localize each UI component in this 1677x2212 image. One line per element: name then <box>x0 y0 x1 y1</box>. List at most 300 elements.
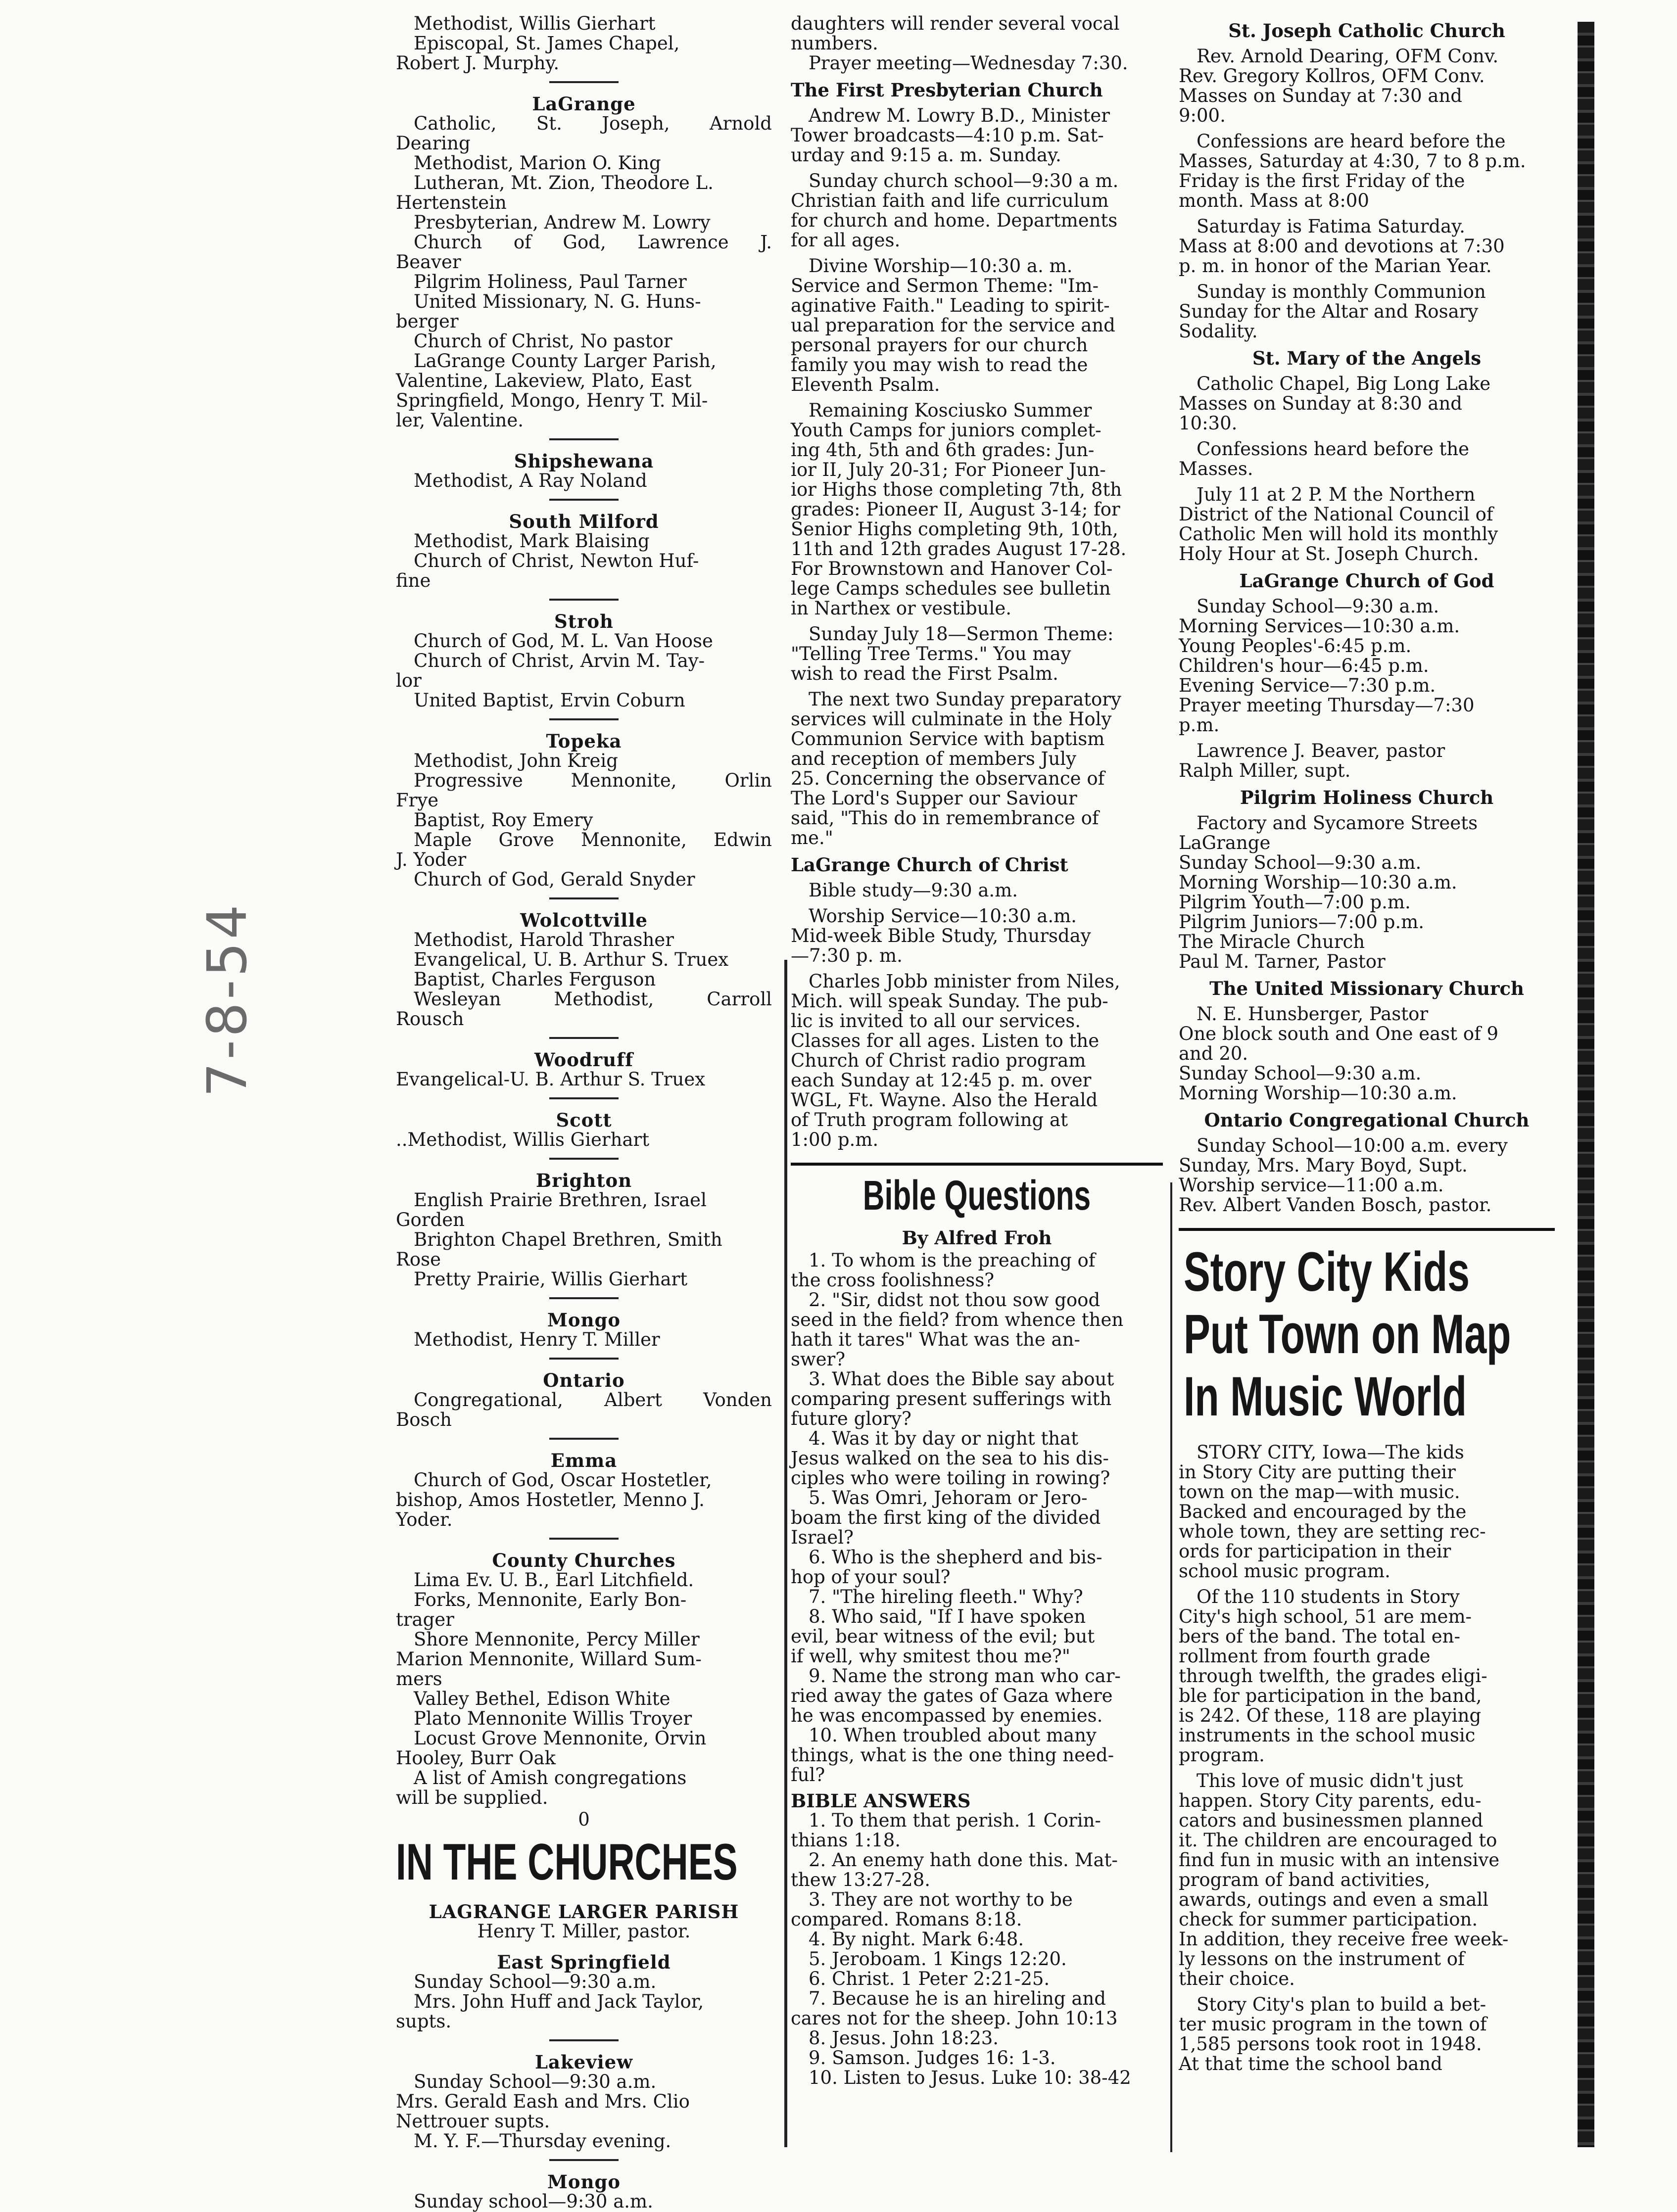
notice-line: personal prayers for our church <box>791 334 1088 356</box>
bible-answer <box>791 2068 1163 2088</box>
entry-line: Plato Mennonite Willis Troyer <box>414 1708 692 1729</box>
bible-question-line: 2. "Sir, didst not thou sow good <box>809 1289 1101 1311</box>
notice-line: p.m. <box>1179 714 1220 736</box>
entry-line: lor <box>396 670 422 691</box>
entry-line: Evangelical-U. B. Arthur S. Truex <box>396 1069 706 1090</box>
notice-line: Confessions are heard before the <box>1197 131 1506 152</box>
notice-line: Mich. will speak Sunday. The pub- <box>791 990 1108 1012</box>
separator-mark: 0 <box>578 1809 590 1830</box>
notice-line: Senior Highs completing 9th, 10th, <box>791 518 1118 540</box>
bible-answer <box>791 1949 1163 1969</box>
entry-line: Rousch <box>396 1008 464 1030</box>
notice-line: The Miracle Church <box>1179 931 1365 952</box>
notice-line: month. Mass at 8:00 <box>1179 190 1369 211</box>
notice-line: Bible study—9:30 a.m. <box>809 880 1018 901</box>
town-heading: County Churches <box>492 1550 676 1571</box>
notice-line: ior Highs those completing 7th, 8th <box>791 479 1122 500</box>
story-line: rollment from fourth grade <box>1179 1646 1431 1667</box>
column-divider-right <box>1170 1182 1172 2152</box>
entry-line: Nettrouer supts. <box>396 2111 550 2132</box>
parish-section-heading: Mongo <box>547 2171 621 2193</box>
notice-line: Communion Service with baptism <box>791 728 1105 750</box>
bible-question-line: 3. What does the Bible say about <box>809 1368 1114 1390</box>
entry-line: LaGrange County Larger Parish, <box>414 350 717 372</box>
bible-question-line: 8. Who said, "If I have spoken <box>809 1606 1086 1627</box>
bible-question-line: Israel? <box>791 1527 854 1548</box>
notice-line: Ralph Miller, supt. <box>1179 760 1351 781</box>
headline-line: Put Town on Map <box>1184 1303 1511 1365</box>
notice-line: services will culminate in the Holy <box>791 708 1112 730</box>
town-rule <box>549 599 619 601</box>
entry-line: United Missionary, N. G. Huns- <box>414 291 701 312</box>
bible-answer <box>791 1811 1163 1850</box>
notice-line: Pilgrim Youth—7:00 p.m. <box>1179 892 1411 913</box>
notice-line: Morning Worship—10:30 a.m. <box>1179 1082 1457 1104</box>
bible-question <box>791 1429 1163 1488</box>
entry-line: supts. <box>396 2011 452 2032</box>
entry-line: Mrs. John Huff and Jack Taylor, <box>414 1991 704 2012</box>
parish-section-heading: East Springfield <box>497 1951 671 1973</box>
bible-byline: By Alfred Froh <box>902 1227 1052 1249</box>
entry-line: Beaver <box>396 251 461 273</box>
headline-line: In Music World <box>1184 1365 1467 1427</box>
story-rule <box>1179 1228 1555 1231</box>
notice-line: family you may wish to read the <box>791 354 1088 376</box>
notice-line: District of the National Council of <box>1179 504 1493 525</box>
story-line: ter music program in the town of <box>1179 2014 1487 2035</box>
bible-question-line: boam the first king of the divided <box>791 1507 1101 1528</box>
notice-line: Church of Christ radio program <box>791 1050 1086 1071</box>
bible-question-line: ful? <box>791 1764 825 1786</box>
entry-line: Church of God, Lawrence J. <box>414 232 772 253</box>
notice-line: Sunday School—10:00 a.m. every <box>1197 1135 1508 1156</box>
town-heading: Shipshewana <box>514 450 654 472</box>
entry-line: Dearing <box>396 133 471 154</box>
notice-line: Rev. Gregory Kollros, OFM Conv. <box>1179 65 1485 87</box>
notice-line: —7:30 p. m. <box>791 945 903 966</box>
church-title: LaGrange Church of God <box>1239 570 1494 592</box>
entry-line: Wesleyan Methodist, Carroll <box>414 988 772 1010</box>
notice-line: Worship service—11:00 a.m. <box>1179 1175 1444 1196</box>
notice-line: 11th and 12th grades August 17-28. <box>791 538 1127 560</box>
bible-question-line: 4. Was it by day or night that <box>809 1428 1079 1449</box>
story-line: This love of music didn't just <box>1197 1770 1463 1791</box>
story-line: Backed and encouraged by the <box>1179 1501 1467 1522</box>
town-heading: LaGrange <box>532 93 636 115</box>
bible-question-line: comparing present sufferings with <box>791 1388 1112 1410</box>
parish-rule <box>549 2039 619 2041</box>
town-church-listings <box>396 81 772 1808</box>
bible-answer <box>791 1989 1163 2028</box>
entry-line: Church of God, Oscar Hostetler, <box>414 1469 712 1491</box>
entry-line: Sunday School—9:30 a.m. <box>414 1971 657 1992</box>
notice-line: 25. Concerning the observance of <box>791 768 1105 789</box>
town-heading: Woodruff <box>534 1049 633 1071</box>
story-line: happen. Story City parents, edu- <box>1179 1790 1482 1811</box>
church-notices-right <box>1179 21 1555 1215</box>
bible-answer <box>791 2048 1163 2068</box>
entry-line: Valley Bethel, Edison White <box>414 1688 671 1709</box>
bible-question-line: he was encompassed by enemies. <box>791 1705 1103 1726</box>
notice-paragraph <box>1179 217 1555 276</box>
story-line: through twelfth, the grades eligi- <box>1179 1665 1487 1687</box>
bible-question-line: 10. When troubled about many <box>809 1725 1097 1746</box>
notice-line: Confessions heard before the <box>1197 438 1470 460</box>
notice-paragraph <box>1179 741 1555 781</box>
church-title: St. Mary of the Angels <box>1252 347 1482 369</box>
entry-line: fine <box>396 570 431 591</box>
notice-line: Youth Camps for juniors complet- <box>791 420 1102 441</box>
story-line: Story City's plan to build a bet- <box>1197 1994 1486 2015</box>
entry-line: Rose <box>396 1249 441 1270</box>
story-line: program of band activities, <box>1179 1869 1431 1890</box>
notice-line: Evening Service—7:30 p.m. <box>1179 675 1436 696</box>
notice-line: Service and Sermon Theme: "Im- <box>791 275 1099 296</box>
town-heading: Stroh <box>554 611 614 632</box>
notice-line: for all ages. <box>791 230 901 251</box>
notice-line: Mid-week Bible Study, Thursday <box>791 925 1091 946</box>
notice-line: in Narthex or vestibule. <box>791 598 1011 619</box>
bible-answer <box>791 2028 1163 2048</box>
notice-line: ual preparation for the service and <box>791 315 1115 336</box>
notice-paragraph <box>791 906 1163 966</box>
notice-line: The next two Sunday preparatory <box>809 689 1121 710</box>
entry-line: ler, Valentine. <box>396 410 524 431</box>
bible-question <box>791 1488 1163 1548</box>
notice-line: Morning Worship—10:30 a.m. <box>1179 872 1457 893</box>
bible-question-line: hop of your soul? <box>791 1566 951 1588</box>
in-the-churches-heading: IN THE CHURCHES <box>396 1834 738 1891</box>
bible-answer-line: compared. Romans 8:18. <box>791 1909 1022 1930</box>
town-heading: South Milford <box>509 511 659 532</box>
bible-answer-line: 3. They are not worthy to be <box>809 1889 1073 1910</box>
bible-question <box>791 1369 1163 1429</box>
notice-paragraph <box>1179 1136 1555 1215</box>
notice-line: Charles Jobb minister from Niles, <box>809 971 1120 992</box>
bible-answers-heading: BIBLE ANSWERS <box>791 1790 971 1812</box>
entry-line: Methodist, John Kreig <box>414 750 618 771</box>
story-line: City's high school, 51 are mem- <box>1179 1606 1472 1627</box>
notice-line: Mass at 8:00 and devotions at 7:30 <box>1179 235 1505 257</box>
story-line: cators and businessmen planned <box>1179 1810 1484 1831</box>
column-church-directory <box>396 14 772 2212</box>
continued-directory-lines <box>396 14 772 73</box>
story-line: ords for participation in their <box>1179 1541 1451 1562</box>
entry-line: Methodist, Mark Blaising <box>414 530 650 552</box>
story-line: bers of the band. The total en- <box>1179 1626 1460 1647</box>
entry-line: Congregational, Albert Vonden <box>414 1389 772 1411</box>
entry-line: Brighton Chapel Brethren, Smith <box>414 1229 722 1250</box>
bible-answer <box>791 1850 1163 1890</box>
story-line: program. <box>1179 1744 1265 1766</box>
notice-line: urday and 9:15 a. m. Sunday. <box>791 144 1061 166</box>
notice-line: Eleventh Psalm. <box>791 374 940 395</box>
entry-line: Shore Mennonite, Percy Miller <box>414 1629 700 1650</box>
bible-question-line: 5. Was Omri, Jehoram or Jero- <box>809 1487 1088 1508</box>
notice-line: of Truth program following at <box>791 1109 1068 1130</box>
bible-answer-line: cares not for the sheep. John 10:13 <box>791 2008 1118 2029</box>
notice-paragraph <box>791 624 1163 684</box>
bible-answer-line: 10. Listen to Jesus. Luke 10: 38-42 <box>809 2067 1131 2088</box>
notice-paragraph <box>791 106 1163 165</box>
notice-line: Children's hour—6:45 p.m. <box>1179 655 1429 676</box>
story-line: ly lessons on the instrument of <box>1179 1948 1465 1970</box>
town-rule <box>549 1538 619 1540</box>
continued-notice-lines <box>791 14 1163 73</box>
bible-question-line: the cross foolishness? <box>791 1270 995 1291</box>
town-heading: Ontario <box>543 1369 625 1391</box>
notice-line: Sunday July 18—Sermon Theme: <box>809 623 1114 645</box>
entry-line: Sunday School—9:30 a.m. <box>414 2071 657 2092</box>
entry-line: Church of Christ, Arvin M. Tay- <box>414 650 705 671</box>
notice-paragraph <box>1179 1004 1555 1103</box>
notice-line: each Sunday at 12:45 p. m. over <box>791 1070 1092 1091</box>
bible-answer-line: thians 1:18. <box>791 1830 901 1851</box>
entry-line: Methodist, A Ray Noland <box>414 470 647 491</box>
church-title: Ontario Congregational Church <box>1204 1109 1530 1131</box>
notice-line: Classes for all ages. Listen to the <box>791 1030 1100 1051</box>
entry-line: United Baptist, Ervin Coburn <box>414 690 685 711</box>
entry-line: Methodist, Henry T. Miller <box>414 1329 660 1350</box>
notice-paragraph <box>1179 439 1555 479</box>
bible-question-line: ciples who were toiling in rowing? <box>791 1467 1110 1489</box>
town-rule <box>549 1297 619 1299</box>
notice-line: lege Camps schedules see bulletin <box>791 578 1111 599</box>
notice-line: Sunday School—9:30 a.m. <box>1179 852 1422 873</box>
entry-line: Baptist, Roy Emery <box>414 809 593 831</box>
bible-question-line: swer? <box>791 1349 846 1370</box>
bible-question-line: evil, bear witness of the evil; but <box>791 1626 1095 1647</box>
story-line: town on the map—with music. <box>1179 1481 1460 1503</box>
bible-question-line: ried away the gates of Gaza where <box>791 1685 1113 1706</box>
bible-answer <box>791 1969 1163 1989</box>
entry-line: Hooley, Burr Oak <box>396 1747 556 1769</box>
church-notices <box>791 80 1163 1150</box>
notice-line: grades: Pioneer II, August 3-14; for <box>791 499 1120 520</box>
notice-line: WGL, Ft. Wayne. Also the Herald <box>791 1089 1098 1111</box>
entry-line: Lutheran, Mt. Zion, Theodore L. <box>414 172 714 193</box>
story-line: their choice. <box>1179 1968 1295 1989</box>
notice-line: Sunday School—9:30 a.m. <box>1197 596 1439 617</box>
decorative-border-strip <box>1578 22 1594 2147</box>
notice-line: Andrew M. Lowry B.D., Minister <box>809 105 1110 126</box>
notice-line: July 11 at 2 P. M the Northern <box>1197 484 1476 505</box>
entry-line: ..Methodist, Willis Gierhart <box>396 1129 650 1150</box>
entry-line: Church of Christ, Newton Huf- <box>414 550 699 571</box>
notice-line: Tower broadcasts—4:10 p.m. Sat- <box>791 125 1104 146</box>
entry-line: Methodist, Willis Gierhart <box>414 13 656 34</box>
entry-line: trager <box>396 1609 454 1630</box>
notice-line: Rev. Albert Vanden Bosch, pastor. <box>1179 1194 1492 1216</box>
entry-line: Gorden <box>396 1209 465 1230</box>
entry-line: Springfield, Mongo, Henry T. Mil- <box>396 390 708 411</box>
entry-line: Sunday school—9:30 a.m. <box>414 2191 653 2212</box>
church-title: Pilgrim Holiness Church <box>1240 787 1494 808</box>
entry-line: Evangelical, U. B. Arthur S. Truex <box>414 949 729 970</box>
bible-question-line: Jesus walked on the sea to his dis- <box>791 1448 1109 1469</box>
notice-line: wish to read the First Psalm. <box>791 663 1058 684</box>
story-body <box>1179 1443 1555 2074</box>
parish-section-heading: Lakeview <box>534 2051 633 2073</box>
handwritten-date: 7-8-54 <box>195 901 259 1097</box>
story-headline <box>1184 1241 1555 1428</box>
bible-answer-line: 1. To them that perish. 1 Corin- <box>809 1810 1101 1831</box>
story-line: Of the 110 students in Story <box>1197 1586 1460 1607</box>
notice-line: Masses on Sunday at 8:30 and <box>1179 393 1462 414</box>
notice-paragraph <box>791 690 1163 848</box>
notice-line: Worship Service—10:30 a.m. <box>809 905 1077 927</box>
bible-answer-line: 8. Jesus. John 18:23. <box>809 2027 999 2049</box>
bible-question-line: hath it tares" What was the an- <box>791 1329 1080 1350</box>
church-title: The United Missionary Church <box>1209 978 1524 999</box>
entry-line: mers <box>396 1668 442 1690</box>
notice-line: said, "This do in remembrance of <box>791 807 1099 829</box>
parish-sections <box>396 1952 772 2212</box>
notice-line: Sunday church school—9:30 a m. <box>809 170 1119 191</box>
story-paragraph <box>1179 1995 1555 2074</box>
entry-line: Maple Grove Mennonite, Edwin <box>414 829 772 850</box>
bible-question <box>791 1548 1163 1587</box>
entry-line: Marion Mennonite, Willard Sum- <box>396 1648 702 1670</box>
town-heading: Brighton <box>535 1170 632 1191</box>
town-heading: Scott <box>556 1109 612 1131</box>
town-heading: Mongo <box>547 1309 621 1331</box>
notice-line: The Lord's Supper our Saviour <box>791 788 1077 809</box>
entry-line: Yoder. <box>396 1509 453 1530</box>
notice-line: Sunday for the Altar and Rosary <box>1179 301 1479 322</box>
entry-line: Presbyterian, Andrew M. Lowry <box>414 212 711 233</box>
bible-question <box>791 1726 1163 1785</box>
entry-line: Robert J. Murphy. <box>396 52 560 74</box>
notice-line: Christian faith and life curriculum <box>791 190 1109 211</box>
parish-rule <box>549 2159 619 2161</box>
bible-question-line: 7. "The hireling fleeth." Why? <box>809 1586 1083 1607</box>
story-line: STORY CITY, Iowa—The kids <box>1197 1442 1464 1463</box>
town-heading: Emma <box>550 1450 618 1471</box>
bible-answer-line: 7. Because he is an hireling and <box>809 1988 1106 2009</box>
story-line: school music program. <box>1179 1560 1390 1582</box>
notice-line: me." <box>791 827 833 848</box>
section-rule <box>791 1163 1163 1166</box>
entry-line: bishop, Amos Hostetler, Menno J. <box>396 1489 705 1510</box>
bible-question-line: 1. To whom is the preaching of <box>809 1250 1096 1271</box>
bible-questions-list <box>791 1251 1163 1785</box>
notice-line: Factory and Sycamore Streets <box>1197 812 1478 834</box>
parish-heading: LAGRANGE LARGER PARISH <box>429 1901 739 1923</box>
bible-question <box>791 1666 1163 1726</box>
notice-line: Divine Worship—10:30 a. m. <box>809 255 1073 277</box>
entry-line: Lima Ev. U. B., Earl Litchfield. <box>414 1569 694 1591</box>
entry-line: Progressive Mennonite, Orlin <box>414 770 772 791</box>
notice-line: aginative Faith." Leading to spirit- <box>791 295 1110 316</box>
notice-line: LaGrange <box>1179 832 1271 853</box>
notice-line: Masses on Sunday at 7:30 and <box>1179 85 1462 106</box>
notice-paragraph <box>1179 813 1555 972</box>
bible-answer-line: thew 13:27-28. <box>791 1869 930 1890</box>
notice-line: p. m. in honor of the Marian Year. <box>1179 255 1492 277</box>
town-rule <box>549 1097 619 1099</box>
parish-pastor: Henry T. Miller, pastor. <box>477 1921 691 1942</box>
notice-paragraph <box>791 881 1163 900</box>
entry-line: English Prairie Brethren, Israel <box>414 1189 707 1211</box>
notice-line: ing 4th, 5th and 6th grades: Jun- <box>791 439 1095 461</box>
entry-line: Pretty Prairie, Willis Gierhart <box>414 1269 688 1290</box>
bible-question-line: things, what is the one thing need- <box>791 1744 1114 1766</box>
bible-question <box>791 1587 1163 1607</box>
notice-line: 1:00 p.m. <box>791 1129 879 1150</box>
story-paragraph <box>1179 1443 1555 1581</box>
notice-line: Masses. <box>1179 458 1253 479</box>
story-line: check for summer participation. <box>1179 1909 1478 1930</box>
town-rule <box>549 81 619 83</box>
entry-line: Prayer meeting—Wednesday 7:30. <box>809 52 1128 74</box>
entry-line: M. Y. F.—Thursday evening. <box>414 2130 671 2152</box>
story-line: In addition, they receive free week- <box>1179 1929 1509 1950</box>
town-rule <box>549 1158 619 1160</box>
notice-line: lic is invited to all our services. <box>791 1010 1081 1032</box>
story-line: ble for participation in the band, <box>1179 1685 1482 1706</box>
story-paragraph <box>1179 1587 1555 1765</box>
town-heading: Topeka <box>546 730 622 752</box>
notice-line: Pilgrim Juniors—7:00 p.m. <box>1179 911 1425 933</box>
entry-line: berger <box>396 311 459 332</box>
notice-line: and reception of members July <box>791 748 1077 769</box>
notice-paragraph <box>791 972 1163 1150</box>
bible-answer <box>791 1930 1163 1949</box>
story-line: 1,585 persons took root in 1948. <box>1179 2033 1482 2055</box>
notice-line: Catholic Men will hold its monthly <box>1179 523 1498 545</box>
notice-line: Young Peoples'-6:45 p.m. <box>1179 635 1412 657</box>
bible-question <box>791 1251 1163 1290</box>
notice-line: Rev. Arnold Dearing, OFM Conv. <box>1197 46 1499 67</box>
notice-line: Paul M. Tarner, Pastor <box>1179 951 1386 972</box>
notice-line: Masses, Saturday at 4:30, 7 to 8 p.m. <box>1179 150 1526 172</box>
notice-line: Catholic Chapel, Big Long Lake <box>1197 373 1491 394</box>
town-rule <box>549 438 619 440</box>
bible-question <box>791 1607 1163 1666</box>
notice-paragraph <box>791 401 1163 618</box>
entry-line: Locust Grove Mennonite, Orvin <box>414 1728 707 1749</box>
bible-question-line: seed in the field? from whence then <box>791 1309 1124 1330</box>
entry-line: A list of Amish congregations <box>414 1767 687 1788</box>
notice-line: Remaining Kosciusko Summer <box>809 400 1092 421</box>
notice-line: Sunday, Mrs. Mary Boyd, Supt. <box>1179 1155 1468 1176</box>
notice-paragraph <box>1179 282 1555 341</box>
notice-line: N. E. Hunsberger, Pastor <box>1197 1003 1429 1025</box>
notice-line: Sunday is monthly Communion <box>1197 281 1486 302</box>
entry-line: Forks, Mennonite, Early Bon- <box>414 1589 687 1610</box>
bible-answer-line: 2. An enemy hath done this. Mat- <box>809 1849 1118 1871</box>
notice-paragraph <box>1179 374 1555 433</box>
bible-answer-line: 5. Jeroboam. 1 Kings 12:20. <box>809 1948 1067 1970</box>
notice-line: Morning Services—10:30 a.m. <box>1179 615 1460 637</box>
bible-question-line: 6. Who is the shepherd and bis- <box>809 1547 1102 1568</box>
bible-questions-heading: Bible Questions <box>862 1172 1091 1219</box>
town-heading: Wolcottville <box>520 909 648 931</box>
bible-answer-line: 9. Samson. Judges 16: 1-3. <box>809 2047 1056 2069</box>
church-title: St. Joseph Catholic Church <box>1228 20 1505 42</box>
story-line: in Story City are putting their <box>1179 1461 1456 1483</box>
notice-line: and 20. <box>1179 1043 1248 1064</box>
entry-line: Frye <box>396 790 439 811</box>
church-title: LaGrange Church of Christ <box>791 854 1068 876</box>
entry-line: Catholic, St. Joseph, Arnold <box>414 113 772 134</box>
bible-question-line: 9. Name the strong man who car- <box>809 1665 1121 1687</box>
entry-line: Baptist, Charles Ferguson <box>414 969 656 990</box>
bible-answers-list <box>791 1811 1163 2088</box>
story-paragraph <box>1179 1771 1555 1989</box>
entry-line: Methodist, Harold Thrasher <box>414 929 674 950</box>
